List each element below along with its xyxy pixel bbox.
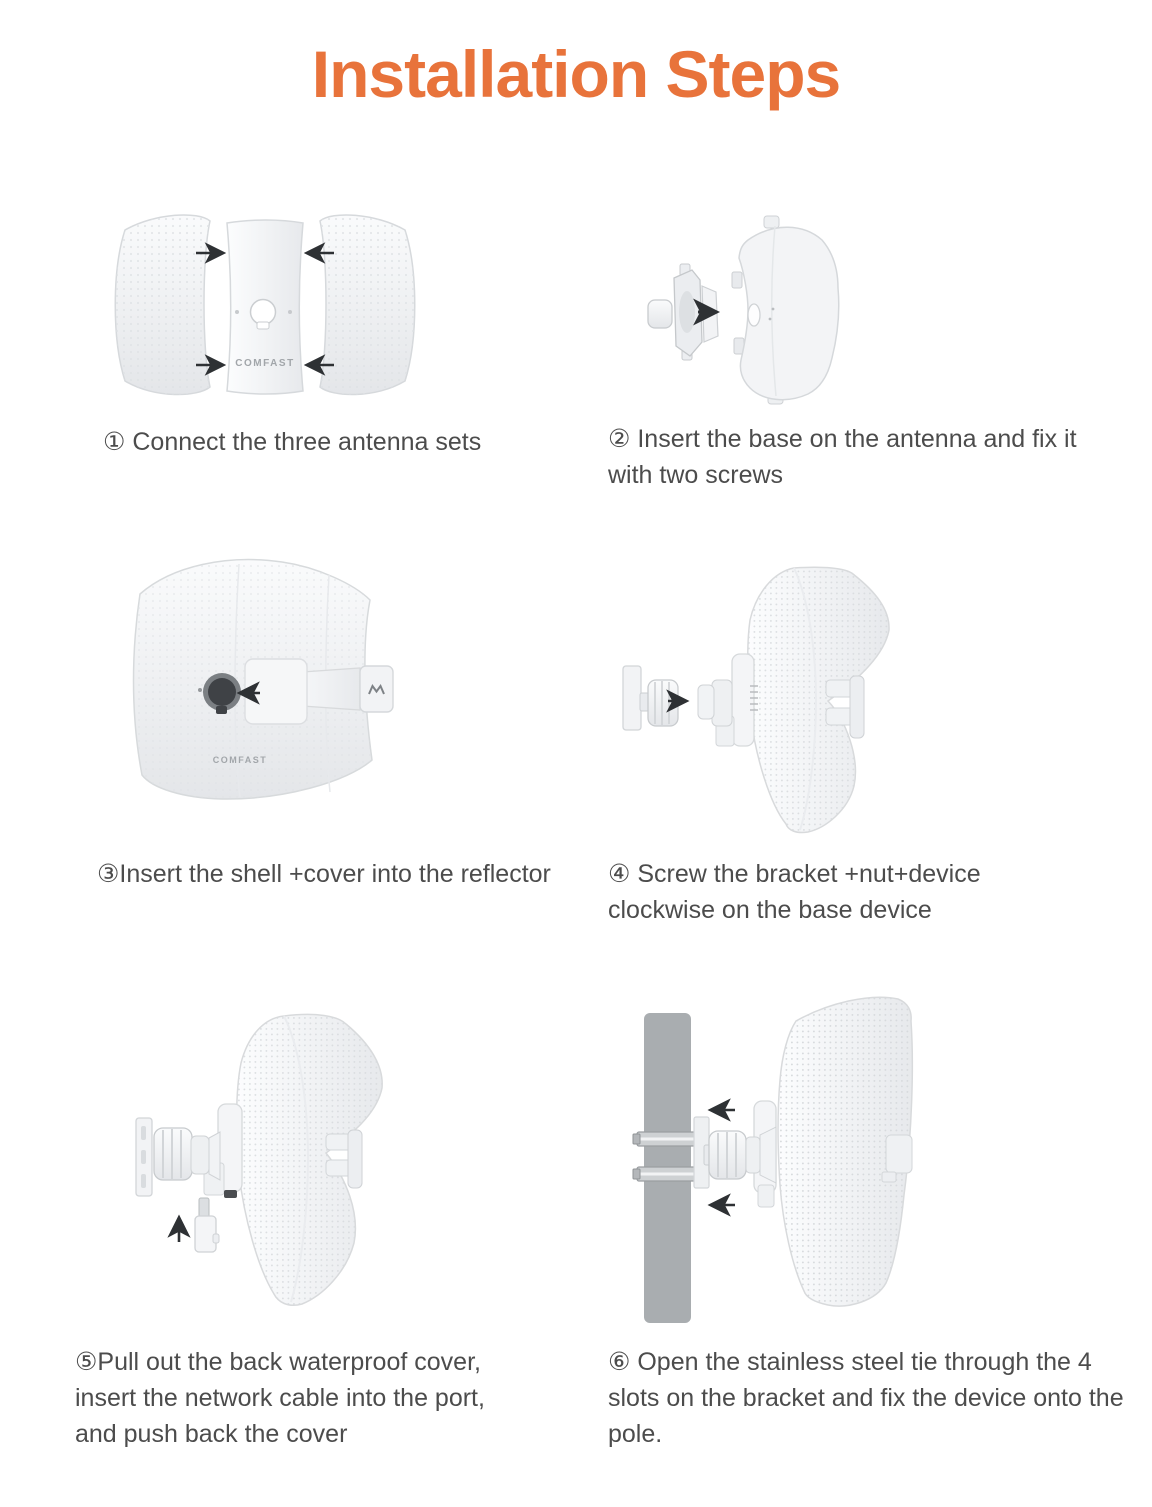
hub-cone [209,1132,220,1180]
cable-hole [748,304,760,326]
step-4-illustration [598,558,980,843]
comfast-logo-text: COMFAST [235,358,295,369]
step-6-caption: ⑥ Open the stainless steel tie through the 4 slots on the bracket and fix the device onto the pole. [608,1348,1124,1448]
step-1-caption: ① Connect the three antenna sets [103,428,482,456]
steel-tie-upper [633,1132,697,1146]
antenna-side-view [698,567,889,832]
hub-spacer [191,1136,209,1174]
feed-hole [208,678,236,706]
hub-spacer [746,1137,760,1173]
waterproof-cover-and-cable [195,1198,219,1252]
page-title: Installation Steps [311,37,841,111]
mount-hole-notch [257,322,269,329]
clamp-clip [886,1135,912,1173]
bracket-and-nut [623,666,678,730]
step-2-illustration [618,208,958,413]
step-1-illustration [100,195,480,415]
step-3-caption: ③Insert the shell +cover into the reflector [97,860,551,888]
right-antenna-panel [320,215,415,395]
device-body [732,654,754,746]
step-4-caption: ④ Screw the bracket +nut+device clockwise on the base device [608,860,981,924]
clamp-bar [850,676,864,738]
lock-nut [648,680,678,726]
hub-spacer [712,680,732,726]
antenna-back-shell [732,216,839,404]
device-step [758,1185,774,1207]
step-5-caption: ⑤Pull out the back waterproof cover, insert the network cable into the port, and push back the cover [75,1348,485,1448]
bracket-plate [623,666,641,730]
antenna-rear-view [754,997,912,1306]
step-2-caption: ② Insert the base on the antenna and fix it with two screws [608,425,1077,489]
steel-tie-lower [633,1167,697,1181]
hub-cone [760,1127,776,1183]
step-6-illustration [608,985,993,1330]
mount-hole [251,300,276,325]
step-3-illustration [122,542,440,834]
antenna-side-view [204,1014,382,1305]
left-antenna-panel [115,215,210,395]
waterproof-cover [195,1216,216,1252]
cover-cap [360,666,393,712]
cable-plug [199,1198,209,1218]
shell-plate [245,659,307,724]
clamp-bar [348,1130,362,1188]
center-antenna-panel [227,220,303,394]
step-5-illustration [88,988,470,1326]
cable-port [224,1190,237,1198]
comfast-logo-text: COMFAST [212,755,268,765]
base-cylinder [698,685,714,719]
